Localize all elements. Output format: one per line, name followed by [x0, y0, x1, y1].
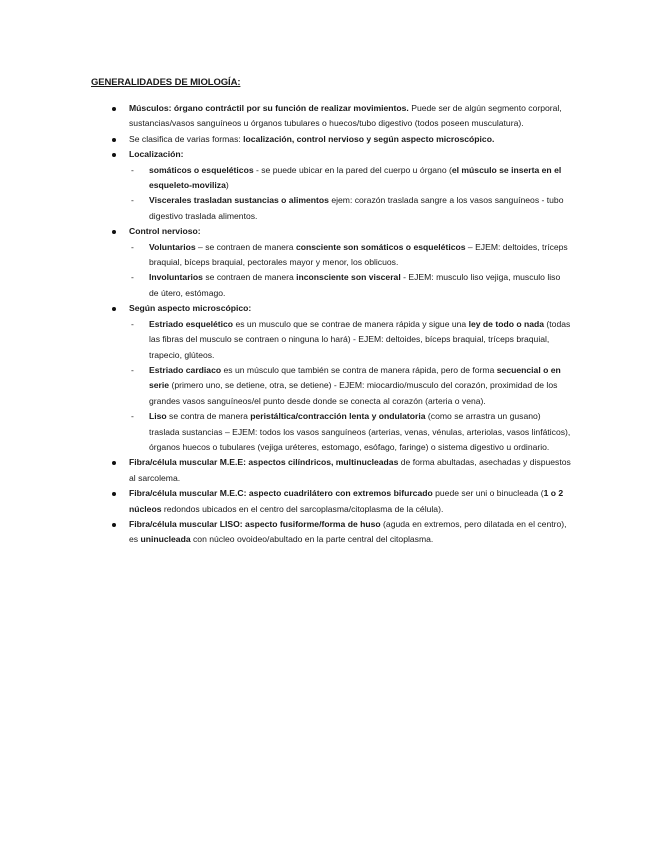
bold-text-segment: Liso [149, 411, 167, 422]
sub-bullet-text [149, 165, 561, 190]
sub-bullet-item [111, 240, 571, 271]
bullet-icon [112, 230, 116, 234]
bold-text-segment: Estriado esquelético [149, 318, 234, 329]
bold-text-segment: uninucleada [140, 534, 191, 545]
bullet-item [111, 224, 571, 239]
bullet-icon [112, 307, 116, 311]
bullet-icon [112, 492, 116, 496]
sub-bullet-text [149, 195, 564, 220]
bullet-text [129, 149, 183, 159]
dash-icon: - [131, 318, 134, 329]
sub-bullet-item [111, 163, 571, 194]
text-segment: de forma abultadas, asechadas y dispuestos al sarcolema. [129, 457, 571, 483]
text-segment: Puede ser de algún segmento corporal, sustancias/vasos sanguíneos u órganos tubulares o huecos/tubo digestivo (todos poseen musculatura). [129, 103, 562, 129]
dash-icon: - [131, 364, 134, 375]
bold-text-segment: somáticos o esqueléticos [149, 164, 254, 175]
bold-text-segment: Involuntarios [149, 272, 203, 283]
text-segment: puede ser uni o binucleada ( [432, 488, 544, 499]
text-segment: (todas las fibras del musculo se contraen o ninguna lo hará) - EJEM: deltoides, bíceps braquial, tríceps braquial, trapecio, glúteos. [149, 318, 571, 360]
text-segment: (aguda en extremos, pero dilatada en el centro), es [129, 518, 567, 545]
sub-bullet-item [111, 317, 571, 363]
text-segment: con núcleo ovoideo/abultado en la parte central del citoplasma. [190, 534, 434, 545]
bullet-icon [112, 153, 116, 157]
bold-text-segment: Control nervioso: [129, 226, 201, 237]
bullet-item [111, 455, 571, 486]
dash-icon: - [131, 164, 134, 175]
bullet-text [129, 134, 494, 144]
dash-icon: - [131, 411, 134, 422]
bullet-text [129, 226, 201, 236]
bold-text-segment: Músculos: órgano contráctil por su función de realizar movimientos. [129, 103, 409, 113]
bold-text-segment: Estriado cardiaco [149, 364, 222, 375]
bold-text-segment: Voluntarios [149, 241, 196, 252]
sub-bullet-item [111, 270, 571, 301]
bold-text-segment: Viscerales trasladan sustancias o alimentos [149, 195, 329, 206]
bullet-item [111, 517, 571, 548]
text-segment: se contraen de manera [202, 272, 297, 283]
bullet-icon [112, 138, 116, 142]
bold-text-segment: Fibra/célula muscular M.E.C: aspecto cuadrilátero con extremos bifurcado [129, 488, 433, 499]
bold-text-segment: localización, control nervioso y según aspecto microscópico. [243, 133, 495, 144]
bold-text-segment: peristáltica/contracción lenta y ondulatoria [250, 411, 426, 422]
bold-text-segment: el músculo se inserta en el esqueleto-moviliza [149, 164, 562, 191]
bullet-icon [112, 461, 116, 465]
text-segment: - se puede ubicar en la pared del cuerpo u órgano ( [253, 164, 452, 175]
bullet-item [111, 486, 571, 517]
bold-text-segment: consciente son somáticos o esqueléticos [295, 241, 466, 252]
sub-bullet-text [149, 272, 560, 297]
text-segment: – se contraen de manera [195, 241, 296, 252]
sub-bullet-text [149, 411, 570, 452]
bullet-text [129, 488, 563, 513]
bold-text-segment: 1 o 2 núcleos [129, 488, 564, 514]
text-segment: (primero uno, se detiene, otra, se detiene) - EJEM: miocardio/musculo del corazón, proximidad de los grandes vasos sanguíneos/el punto desde donde se conecta al corazón (arteria o vena). [149, 380, 558, 406]
document-title: GENERALIDADES DE MIOLOGÍA: [91, 77, 241, 88]
text-segment: Se clasifica de varias formas: [129, 133, 244, 144]
text-segment: – EJEM: deltoides, tríceps braquial, bíceps braquial, pectorales mayor y menor, los oblicuos. [149, 241, 568, 268]
sub-bullet-item [111, 193, 571, 224]
bullet-item [111, 301, 571, 316]
text-segment: ) [225, 180, 229, 191]
dash-icon: - [131, 272, 134, 283]
sub-bullet-text [149, 319, 570, 360]
bullet-text [129, 303, 251, 313]
text-segment: ejem: corazón traslada sangre a los vasos sanguíneos - tubo digestivo traslada alimentos. [149, 195, 564, 221]
sub-bullet-text [149, 242, 568, 267]
dash-icon: - [131, 241, 134, 252]
bold-text-segment: secuencial o en serie [149, 364, 561, 391]
bold-text-segment: Localización: [129, 149, 184, 160]
bullet-icon [112, 523, 116, 527]
bullet-item [111, 147, 571, 162]
bullet-item [111, 132, 571, 147]
text-segment: es un músculo que también se contra de manera rápida, pero de forma [221, 364, 497, 375]
sub-bullet-text [149, 365, 561, 406]
bullet-text [129, 457, 571, 482]
bullet-icon [112, 107, 116, 111]
sub-bullet-item [111, 363, 571, 409]
bold-text-segment: Según aspecto microscópico: [129, 303, 252, 314]
text-segment: - EJEM: musculo liso vejiga, musculo liso de útero, estómago. [149, 272, 561, 298]
bold-text-segment: Fibra/célula muscular M.E.E: aspectos cilíndricos, multinucleadas [129, 457, 399, 468]
bullet-item [111, 101, 571, 132]
bullet-text [129, 103, 562, 128]
dash-icon: - [131, 195, 134, 206]
bullet-text [129, 519, 567, 544]
bold-text-segment: ley de todo o nada [468, 318, 545, 329]
sub-bullet-item [111, 409, 571, 455]
bold-text-segment: Fibra/célula muscular LISO: aspecto fusiforme/forma de huso [129, 518, 381, 529]
text-segment: se contra de manera [166, 411, 251, 422]
text-segment: (como se arrastra un gusano) traslada sustancias – EJEM: todos los vasos sanguíneos (arterias, venas, vénulas, arteriolas, vasos linfáticos), órganos huecos o tubulares (vejiga uréteres, estomago, esófago, faringe) o sistema digestivo u ordinario. [149, 411, 571, 452]
document-body [111, 101, 571, 548]
bold-text-segment: inconsciente son visceral [296, 272, 401, 283]
text-segment: es un musculo que se contrae de manera rápida y sigue una [233, 318, 469, 329]
text-segment: redondos ubicados en el centro del sarcoplasma/citoplasma de la célula). [161, 503, 444, 514]
